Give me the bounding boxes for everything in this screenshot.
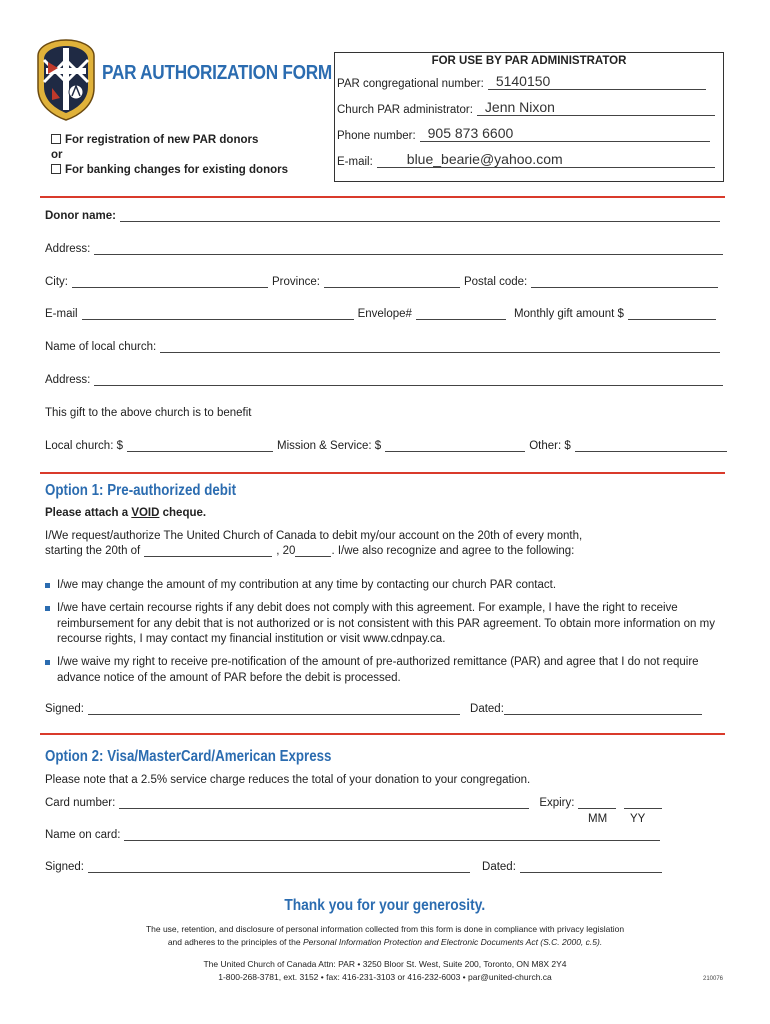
card-number-field[interactable] bbox=[119, 797, 529, 809]
bullet-item: I/we have certain recourse rights if any debit does not comply with this agreement. For example, I have the right to receive reimbursement for any debit that is not authorized or is not consistent with this PAR agreement. To obtain more information on my recourse rights, I may contact my financial institution or visit www.cdnpay.ca. bbox=[45, 601, 730, 648]
option1-date-field[interactable] bbox=[504, 703, 702, 715]
city-field[interactable] bbox=[72, 276, 268, 288]
province-field[interactable] bbox=[324, 276, 460, 288]
option1-dated-label: Dated: bbox=[470, 703, 504, 715]
phone-label: Phone number: bbox=[337, 130, 416, 142]
request-line1: I/We request/authorize The United Church of Canada to debit my/our account on the 20th of every month, bbox=[45, 530, 583, 542]
option-banking-changes[interactable]: For banking changes for existing donors bbox=[51, 163, 288, 178]
admin-box bbox=[334, 52, 724, 182]
option2-dated-label: Dated: bbox=[482, 861, 516, 873]
address-label: Address: bbox=[45, 243, 91, 255]
admin-email-field[interactable]: blue_bearie@yahoo.com bbox=[377, 155, 715, 168]
privacy-notice: The use, retention, and disclosure of personal information collected from this form is done in compliance with privacy legislation and adheres to the principles of the Personal Information Protection and Electronic Documents Act (S.C. 2000, c.5). bbox=[145, 924, 625, 947]
start-date-field[interactable] bbox=[144, 545, 272, 557]
church-address-field[interactable] bbox=[94, 374, 723, 386]
admin-heading: FOR USE BY PAR ADMINISTRATOR bbox=[431, 55, 627, 67]
checkbox-icon[interactable] bbox=[51, 134, 61, 144]
postal-label: Postal code: bbox=[463, 276, 528, 288]
monthly-gift-label: Monthly gift amount $ bbox=[513, 308, 624, 320]
option1-signed-label: Signed: bbox=[45, 703, 85, 715]
donor-email-field[interactable] bbox=[82, 308, 354, 320]
start-year-field[interactable] bbox=[295, 545, 331, 557]
donor-email-label: E-mail bbox=[45, 308, 78, 320]
postal-field[interactable] bbox=[531, 276, 718, 288]
mission-amount-field[interactable] bbox=[385, 440, 525, 452]
name-on-card-field[interactable] bbox=[124, 829, 660, 841]
option2-signed-label: Signed: bbox=[45, 861, 85, 873]
benefit-text: This gift to the above church is to benefit bbox=[45, 407, 252, 419]
other-amount-label: Other: $ bbox=[529, 440, 571, 452]
par-number-label: PAR congregational number: bbox=[337, 78, 484, 90]
request-agree-text: . I/we also recognize and agree to the following: bbox=[331, 545, 575, 557]
envelope-field[interactable] bbox=[416, 308, 506, 320]
phone-field[interactable]: 905 873 6600 bbox=[420, 129, 710, 142]
local-church-field[interactable] bbox=[160, 341, 720, 353]
request-start-label: starting the 20th of bbox=[45, 545, 141, 557]
mm-label: MM bbox=[588, 813, 608, 825]
option2-signature-field[interactable] bbox=[88, 861, 470, 873]
option-new-donors[interactable]: For registration of new PAR donors bbox=[51, 133, 288, 148]
admin-email-label: E-mail: bbox=[337, 156, 373, 168]
option2-heading: Option 2: Visa/MasterCard/American Express bbox=[45, 748, 332, 765]
name-on-card-label: Name on card: bbox=[45, 829, 121, 841]
church-address: The United Church of Canada Attn: PAR • 3250 Bloor St. West, Suite 200, Toronto, ON M8X 2Y4 1-800-268-3781, ext. 3152 • fax: 416-231-3103 or 416-232-6003 • par@united-church.ca bbox=[203, 959, 567, 982]
expiry-month-field[interactable] bbox=[578, 797, 616, 809]
expiry-label: Expiry: bbox=[539, 797, 575, 809]
donor-name-field[interactable] bbox=[120, 210, 720, 222]
donor-name-label: Donor name: bbox=[45, 210, 116, 222]
or-text: or bbox=[51, 149, 63, 161]
bullet-item: I/we may change the amount of my contribution at any time by contacting our church PAR contact. bbox=[45, 578, 730, 594]
par-number-field[interactable]: 5140150 bbox=[488, 77, 706, 90]
address-field[interactable] bbox=[94, 243, 723, 255]
card-number-label: Card number: bbox=[45, 797, 116, 809]
local-church-label: Name of local church: bbox=[45, 341, 157, 353]
expiry-year-field[interactable] bbox=[624, 797, 662, 809]
monthly-gift-field[interactable] bbox=[628, 308, 716, 320]
other-amount-field[interactable] bbox=[575, 440, 727, 452]
bullet-item: I/we waive my right to receive pre-notification of the amount of pre-authorized remittance (PAR) and agree that I do not require advance notice of the amount of PAR before the debit is processed. bbox=[45, 655, 730, 686]
service-charge-note: Please note that a 2.5% service charge reduces the total of your donation to your congregation. bbox=[45, 774, 531, 786]
form-code: 210076 bbox=[703, 976, 724, 982]
city-label: City: bbox=[45, 276, 68, 288]
option1-signature-field[interactable] bbox=[88, 703, 460, 715]
mission-amount-label: Mission & Service: $ bbox=[277, 440, 382, 452]
form-title: PAR AUTHORIZATION FORM bbox=[102, 62, 333, 84]
attach-void-text: Please attach a VOID cheque. bbox=[45, 507, 207, 519]
thank-you-text: Thank you for your generosity. bbox=[284, 897, 486, 914]
local-church-amount-label: Local church: $ bbox=[45, 440, 123, 452]
province-label: Province: bbox=[272, 276, 320, 288]
envelope-label: Envelope# bbox=[357, 308, 412, 320]
checkbox-icon[interactable] bbox=[51, 164, 61, 174]
yy-label: YY bbox=[630, 813, 646, 825]
local-church-amount-field[interactable] bbox=[127, 440, 273, 452]
united-church-crest-logo bbox=[34, 38, 98, 122]
option1-heading: Option 1: Pre-authorized debit bbox=[45, 482, 237, 499]
church-address-label: Address: bbox=[45, 374, 91, 386]
option2-date-field[interactable] bbox=[520, 861, 662, 873]
admin-name-field[interactable]: Jenn Nixon bbox=[477, 103, 715, 116]
admin-name-label: Church PAR administrator: bbox=[337, 104, 473, 116]
